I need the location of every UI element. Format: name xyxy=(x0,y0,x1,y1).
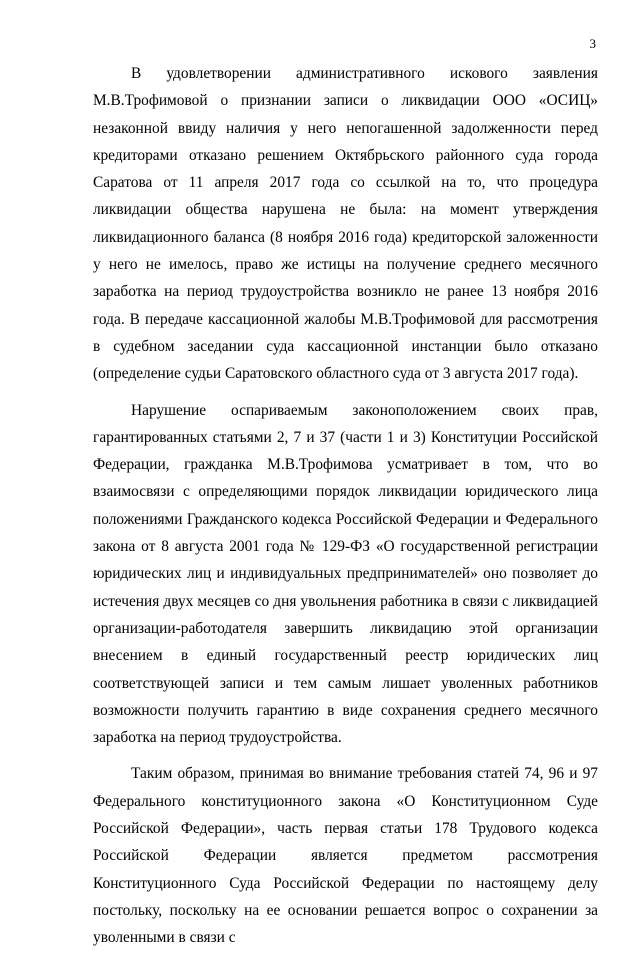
paragraph: Таким образом, принимая во внимание требования статей 74, 96 и 97 Федерального конституционного закона «О Конституционном Суде Российской Федерации», часть первая статьи 178 Трудового кодекса Российской Федерации является предметом рассмотрения Конституционного Суда Российской Федерации по настоящему делу постольку, поскольку на ее основании решается вопрос о сохранении за уволенными в связи с xyxy=(93,765,598,947)
paragraph: В удовлетворении административного искового заявления М.В.Трофимовой о признании записи о ликвидации ООО «ОСИЦ» незаконной ввиду наличия у него непогашенной задолженности перед кредиторами отказано решением Октябрьского районного суда города Саратова от 11 апреля 2017 года со ссылкой на то, что процедура ликвидации общества нарушена не была: на момент утверждения ликвидационного баланса (8 ноября 2016 года) кредиторской заложенности у него не имелось, право же истицы на получение среднего месячного заработка на период трудоустройства возникло не ранее 13 ноября 2016 года. В передаче кассационной жалобы М.В.Трофимовой для рассмотрения в судебном заседании суда кассационной инстанции было отказано (определение судьи Саратовского областного суда от 3 августа 2017 года). xyxy=(93,65,598,383)
paragraph: Нарушение оспариваемым законоположением своих прав, гарантированных статьями 2, 7 и 37 (части 1 и 3) Конституции Российской Федерации, гражданка М.В.Трофимова усматривает в том, что во взаимосвязи с определяющими порядок ликвидации юридического лица положениями Гражданского кодекса Российской Федерации и Федерального закона от 8 августа 2001 года № 129-ФЗ «О государственной регистрации юридических лиц и индивидуальных предпринимателей» оно позволяет до истечения двух месяцев со дня увольнения работника в связи с ликвидацией организации-работодателя завершить ликвидацию этой организации внесением в единый государственный реестр юридических лиц соответствующей записи и тем самым лишает уволенных работников возможности получить гарантию в виде сохранения среднего месячного заработка на период трудоустройства. xyxy=(93,401,598,747)
document-body xyxy=(93,60,598,961)
page-number: 3 xyxy=(589,36,596,51)
